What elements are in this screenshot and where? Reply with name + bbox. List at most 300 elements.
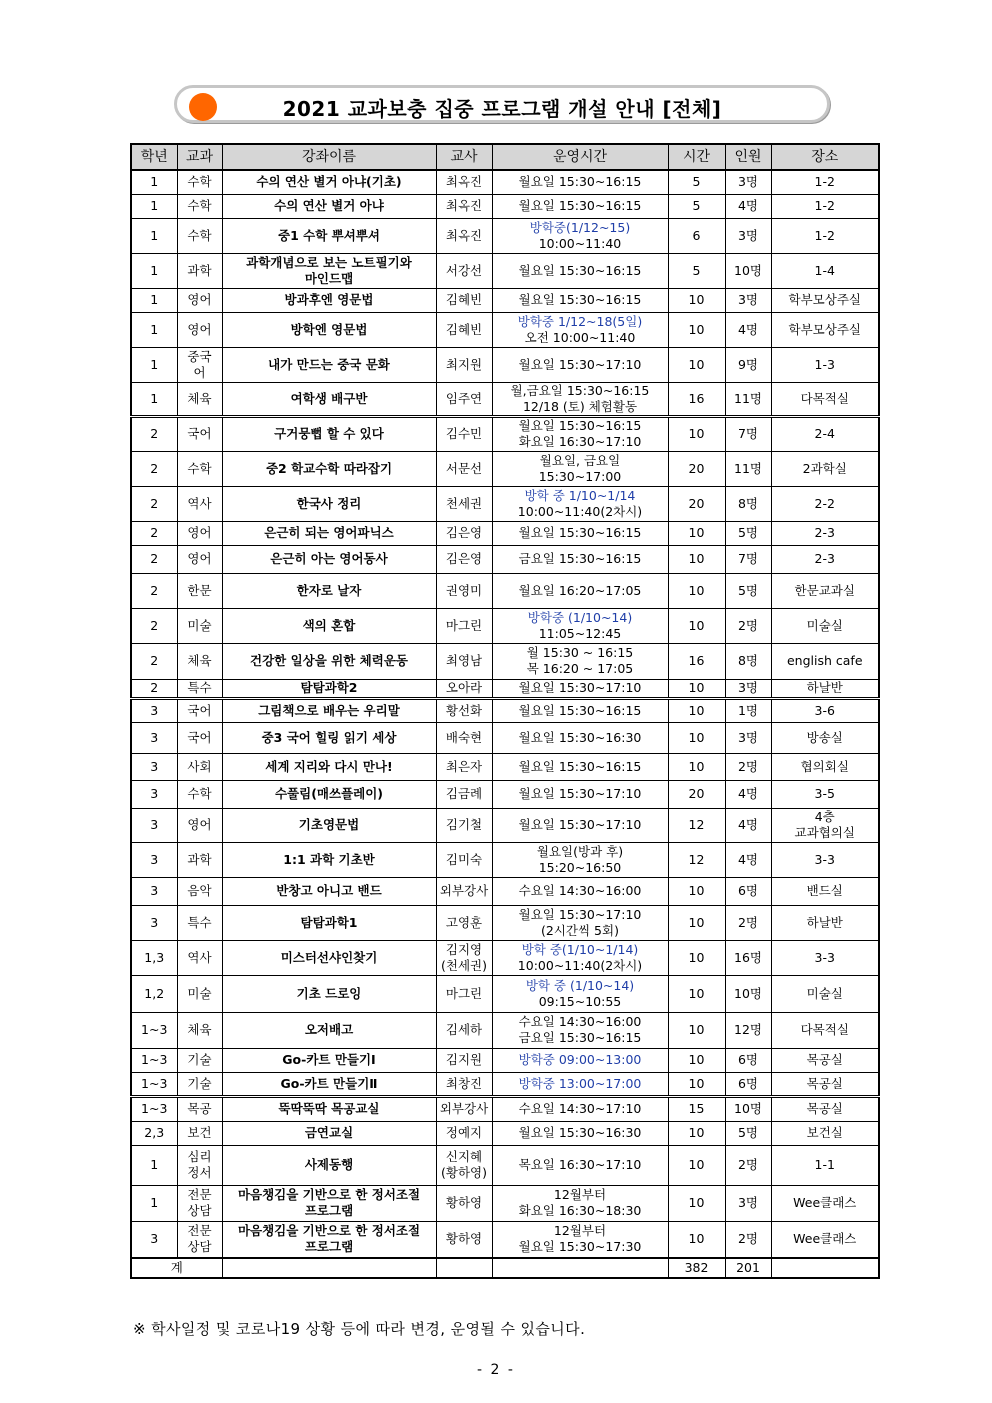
cell-time-line: 월 15:30 ~ 16:15 <box>526 645 634 660</box>
cell-time-line: 월요일 15:30~17:10 <box>518 356 642 372</box>
cell-subject <box>177 722 222 753</box>
cell-course-line: 건강한 일상을 위한 체력운동 <box>250 653 408 668</box>
cell-time <box>492 170 668 194</box>
cell-grade-line: 1 <box>150 198 159 213</box>
cell-grade-line: 3 <box>150 817 159 832</box>
cell-course-line: 은근히 아는 영어동사 <box>270 551 388 566</box>
cell-time-line: 방학중(1/12~15) <box>529 219 631 235</box>
cell-hours <box>668 608 725 643</box>
cell-place-line: 밴드실 <box>806 883 843 898</box>
header-teacher: 교사 <box>436 144 492 170</box>
cell-subject-line: 영어 <box>187 292 212 307</box>
cell-people-line: 12명 <box>734 1022 762 1037</box>
cell-teacher-line: 오아라 <box>445 680 483 695</box>
cell-subject-line: 체육 <box>187 653 212 668</box>
cell-people <box>725 194 771 218</box>
cell-teacher <box>436 1145 492 1185</box>
cell-course <box>222 643 436 679</box>
cell-people <box>725 1012 771 1048</box>
table-row <box>131 218 879 253</box>
cell-teacher <box>436 347 492 382</box>
cell-place-line: 목공실 <box>806 1075 843 1091</box>
cell-grade <box>131 382 177 416</box>
cell-grade <box>131 842 177 877</box>
cell-time-line: 금요일 15:30~16:15 <box>518 1030 642 1045</box>
cell-people <box>725 643 771 679</box>
header-place: 장소 <box>771 144 879 170</box>
cell-course-line: 세계 지리와 다시 만나! <box>265 758 393 774</box>
cell-people <box>725 975 771 1012</box>
cell-teacher <box>436 416 492 451</box>
cell-grade <box>131 1145 177 1185</box>
table-row <box>131 170 879 194</box>
cell-subject <box>177 1121 222 1145</box>
cell-grade-line: 1 <box>150 174 159 190</box>
cell-subject-line: 수학 <box>187 227 212 243</box>
cell-hours <box>668 842 725 877</box>
cell-course <box>222 940 436 975</box>
cell-hours <box>668 416 725 451</box>
cell-hours <box>668 521 725 545</box>
cell-people-line: 3명 <box>737 174 759 190</box>
cell-subject-line: 역사 <box>187 949 212 965</box>
cell-place-line: 1-1 <box>814 1157 835 1172</box>
cell-subject <box>177 679 222 698</box>
cell-time <box>492 1121 668 1145</box>
cell-time <box>492 521 668 545</box>
cell-hours <box>668 1185 725 1221</box>
cell-place <box>771 780 879 808</box>
cell-people <box>725 877 771 905</box>
cell-teacher-line: 외부강사 <box>439 1101 489 1116</box>
cell-people <box>725 253 771 288</box>
cell-grade <box>131 722 177 753</box>
cell-grade-line: 2 <box>150 495 159 511</box>
cell-place <box>771 416 879 451</box>
cell-course <box>222 253 436 288</box>
cell-time <box>492 312 668 347</box>
cell-course <box>222 905 436 940</box>
cell-time-line: 방학 중 1/10~1/14 <box>524 487 636 503</box>
cell-time-line: 월요일 15:30~17:10 <box>518 906 642 922</box>
cell-place-line: 목공실 <box>806 1101 843 1116</box>
cell-course-line: 미스터선샤인찾기 <box>280 949 378 965</box>
cell-course <box>222 1096 436 1121</box>
cell-course <box>222 842 436 877</box>
cell-time-line: 15:30~17:00 <box>538 468 622 484</box>
cell-people <box>725 1185 771 1221</box>
cell-people-line: 10명 <box>734 1101 762 1116</box>
cell-grade <box>131 451 177 486</box>
cell-course-line: 그림책으로 배우는 우리말 <box>258 702 400 718</box>
cell-place-line: 2-3 <box>814 551 835 566</box>
cell-teacher <box>436 877 492 905</box>
cell-place <box>771 1121 879 1145</box>
cell-people-line: 2명 <box>737 1157 759 1172</box>
total-row <box>131 1258 879 1278</box>
cell-subject-line: 전문 <box>187 1223 212 1239</box>
cell-course <box>222 1012 436 1048</box>
cell-subject <box>177 312 222 347</box>
cell-people <box>725 312 771 347</box>
cell-subject <box>177 975 222 1012</box>
cell-hours <box>668 545 725 573</box>
cell-grade <box>131 608 177 643</box>
cell-time <box>492 905 668 940</box>
cell-time-line: 월요일 15:30~16:15 <box>518 758 642 774</box>
cell-place-line: 2-4 <box>814 426 835 441</box>
cell-teacher <box>436 521 492 545</box>
table-row <box>131 288 879 312</box>
cell-place <box>771 253 879 288</box>
cell-course-line: 과학개념으로 보는 노트필기와 <box>246 254 412 270</box>
cell-people <box>725 347 771 382</box>
cell-teacher-line: 최은자 <box>445 758 483 774</box>
cell-hours <box>668 486 725 521</box>
cell-grade-line: 2 <box>150 426 159 441</box>
cell-teacher-line: 최옥진 <box>445 227 483 243</box>
cell-subject-line: 영어 <box>187 321 212 337</box>
cell-hours-line: 10 <box>688 758 705 774</box>
cell-hours-line: 16 <box>688 390 705 406</box>
cell-course <box>222 753 436 780</box>
table-row <box>131 1012 879 1048</box>
cell-grade <box>131 808 177 842</box>
cell-people-line: 3명 <box>737 680 759 695</box>
cell-grade <box>131 643 177 679</box>
cell-people <box>725 753 771 780</box>
cell-place-line: 3-6 <box>814 702 835 718</box>
cell-hours <box>668 218 725 253</box>
cell-place <box>771 1221 879 1258</box>
cell-hours-line: 15 <box>688 1101 705 1116</box>
cell-subject-line: 전문 <box>187 1187 212 1202</box>
cell-people-line: 6명 <box>737 883 759 898</box>
cell-time <box>492 842 668 877</box>
cell-grade-line: 1~3 <box>141 1075 168 1091</box>
cell-time-line: 월요일 15:30~17:10 <box>518 817 642 832</box>
cell-teacher-line: 마그린 <box>445 985 483 1001</box>
cell-course-line: 한자로 날자 <box>296 582 362 598</box>
cell-place <box>771 975 879 1012</box>
cell-place <box>771 905 879 940</box>
table-row <box>131 877 879 905</box>
cell-place-line: 한문교과실 <box>794 582 855 598</box>
table-row <box>131 1048 879 1072</box>
cell-hours-line: 10 <box>688 292 705 307</box>
cell-hours <box>668 679 725 698</box>
header-time: 운영시간 <box>492 144 668 170</box>
cell-subject-line: 영어 <box>187 551 212 566</box>
cell-place <box>771 347 879 382</box>
cell-course-line: 여학생 배구반 <box>290 390 368 406</box>
cell-grade-line: 2 <box>150 582 159 598</box>
cell-time <box>492 1072 668 1096</box>
cell-subject-line: 수학 <box>187 174 212 190</box>
cell-hours <box>668 643 725 679</box>
cell-grade <box>131 1185 177 1221</box>
cell-people <box>725 608 771 643</box>
cell-subject-line: 중국 <box>187 348 212 364</box>
cell-people-line: 4명 <box>737 786 759 801</box>
cell-grade <box>131 218 177 253</box>
table-row <box>131 1145 879 1185</box>
table-row <box>131 1185 879 1221</box>
cell-place <box>771 1096 879 1121</box>
cell-teacher-line: 최지원 <box>445 356 483 372</box>
cell-time-line: 10:00~11:40(2차시) <box>517 957 643 973</box>
cell-grade-line: 3 <box>150 914 159 930</box>
cell-subject <box>177 347 222 382</box>
cell-place <box>771 451 879 486</box>
header-grade: 학년 <box>131 144 177 170</box>
cell-subject <box>177 253 222 288</box>
cell-time-line: 목요일 16:30~17:10 <box>518 1157 642 1172</box>
cell-course-line: Go-카트 만들기Ⅰ <box>282 1052 376 1067</box>
cell-time-line: 월요일 15:30~16:30 <box>518 1125 642 1140</box>
cell-grade-line: 2,3 <box>144 1125 165 1140</box>
cell-place-line: 학부모상주실 <box>788 321 861 337</box>
cell-place <box>771 545 879 573</box>
cell-hours <box>668 780 725 808</box>
cell-teacher-line: 권영미 <box>445 582 483 598</box>
cell-place <box>771 808 879 842</box>
cell-teacher <box>436 545 492 573</box>
cell-course <box>222 1072 436 1096</box>
cell-people-line: 3명 <box>737 227 759 243</box>
cell-hours <box>668 722 725 753</box>
cell-people <box>725 1121 771 1145</box>
cell-subject-line: 특수 <box>187 680 212 695</box>
cell-time <box>492 416 668 451</box>
cell-subject <box>177 451 222 486</box>
cell-place <box>771 608 879 643</box>
cell-people-line: 8명 <box>737 653 759 668</box>
cell-grade <box>131 1048 177 1072</box>
cell-teacher <box>436 486 492 521</box>
cell-time <box>492 780 668 808</box>
cell-people <box>725 486 771 521</box>
cell-subject-line: 사회 <box>187 758 212 774</box>
cell-course <box>222 722 436 753</box>
cell-time <box>492 643 668 679</box>
cell-subject-line: 상담 <box>187 1203 212 1218</box>
cell-hours-line: 20 <box>688 460 705 476</box>
cell-time <box>492 608 668 643</box>
cell-people <box>725 1145 771 1185</box>
cell-time <box>492 753 668 780</box>
cell-course-line: 수풀림(매쓰플레이) <box>274 786 384 801</box>
table-row <box>131 940 879 975</box>
cell-people <box>725 780 771 808</box>
cell-place-line: 다목적실 <box>800 390 849 406</box>
cell-time-line: 방학중 13:00~17:00 <box>518 1075 642 1091</box>
cell-people-line: 3명 <box>737 1195 759 1210</box>
cell-time <box>492 1096 668 1121</box>
cell-people-line: 3명 <box>737 729 759 745</box>
table-row <box>131 698 879 722</box>
cell-time-line: 월요일 15:30~16:15 <box>518 174 642 190</box>
cell-time <box>492 808 668 842</box>
cell-grade-line: 1 <box>150 227 159 243</box>
cell-place <box>771 1145 879 1185</box>
table-row <box>131 753 879 780</box>
cell-grade-line: 1 <box>150 390 159 406</box>
cell-subject <box>177 573 222 608</box>
cell-time <box>492 698 668 722</box>
cell-subject <box>177 486 222 521</box>
table-row <box>131 253 879 288</box>
cell-hours <box>668 170 725 194</box>
cell-teacher-line: 황하영 <box>445 1195 483 1210</box>
cell-hours <box>668 1121 725 1145</box>
cell-grade-line: 3 <box>150 702 159 718</box>
cell-course-line: 방학엔 영문법 <box>290 321 368 337</box>
cell-hours <box>668 940 725 975</box>
cell-course-line: 탐탐과학2 <box>300 680 358 695</box>
cell-hours-line: 10 <box>688 426 705 441</box>
cell-place <box>771 940 879 975</box>
cell-place <box>771 753 879 780</box>
header-subject: 교과 <box>177 144 222 170</box>
cell-subject-line: 기술 <box>187 1052 212 1067</box>
cell-time <box>492 1048 668 1072</box>
cell-place-line: 1-4 <box>814 262 835 278</box>
cell-place-line: 3-5 <box>814 786 835 801</box>
cell-subject-line: 국어 <box>187 702 212 718</box>
cell-time <box>492 545 668 573</box>
cell-teacher-line: 최창진 <box>445 1075 483 1091</box>
cell-subject-line: 음악 <box>187 883 212 898</box>
cell-people-line: 5명 <box>737 525 759 540</box>
table-row <box>131 975 879 1012</box>
cell-people <box>725 451 771 486</box>
cell-hours-line: 10 <box>688 525 705 540</box>
table-row <box>131 416 879 451</box>
footnote: ※ 학사일정 및 코로나19 상황 등에 따라 변경, 운영될 수 있습니다. <box>133 1320 586 1338</box>
cell-hours <box>668 753 725 780</box>
cell-place <box>771 1072 879 1096</box>
cell-place-line: 1-2 <box>814 174 835 190</box>
cell-teacher <box>436 698 492 722</box>
cell-place-line: 목공실 <box>806 1052 843 1067</box>
cell-people-line: 5명 <box>737 582 759 598</box>
cell-subject-line: 한문 <box>187 582 212 598</box>
total-empty <box>222 1258 436 1278</box>
cell-subject-line: 미술 <box>187 985 212 1001</box>
cell-teacher <box>436 1096 492 1121</box>
cell-course <box>222 808 436 842</box>
cell-course-line: 반창고 아니고 밴드 <box>276 883 382 898</box>
cell-time <box>492 975 668 1012</box>
cell-subject <box>177 1096 222 1121</box>
cell-grade-line: 1,3 <box>144 949 165 965</box>
cell-time-line: 월요일 15:30~16:15 <box>518 262 642 278</box>
cell-course <box>222 486 436 521</box>
table-row <box>131 1221 879 1258</box>
cell-subject <box>177 1072 222 1096</box>
cell-time-line: 월요일 15:30~16:15 <box>518 418 642 433</box>
cell-place-line: 하날반 <box>806 914 843 930</box>
cell-subject-line: 과학 <box>187 851 212 867</box>
cell-place <box>771 698 879 722</box>
cell-time <box>492 486 668 521</box>
cell-teacher-line: 배숙현 <box>445 729 483 745</box>
cell-place <box>771 312 879 347</box>
cell-course <box>222 545 436 573</box>
cell-time-line: 수요일 14:30~17:10 <box>518 1101 642 1116</box>
cell-grade-line: 2 <box>150 617 159 633</box>
cell-grade <box>131 905 177 940</box>
cell-subject <box>177 218 222 253</box>
cell-course <box>222 975 436 1012</box>
cell-people-line: 6명 <box>737 1052 759 1067</box>
cell-grade <box>131 347 177 382</box>
cell-people <box>725 521 771 545</box>
cell-course-line: 마음챙김을 기반으로 한 정서조절 <box>237 1187 421 1202</box>
cell-hours-line: 10 <box>688 1195 705 1210</box>
cell-time-line: 오전 10:00~11:40 <box>524 329 636 345</box>
cell-grade <box>131 1096 177 1121</box>
cell-people-line: 11명 <box>734 390 762 406</box>
cell-teacher <box>436 753 492 780</box>
cell-people <box>725 1221 771 1258</box>
table-row <box>131 486 879 521</box>
cell-hours-line: 10 <box>688 1231 705 1247</box>
cell-grade-line: 2 <box>150 460 159 476</box>
cell-time-line: 12월부터 <box>553 1187 607 1202</box>
cell-teacher <box>436 170 492 194</box>
cell-place-line: 3-3 <box>814 949 835 965</box>
cell-teacher <box>436 808 492 842</box>
cell-hours-line: 10 <box>688 617 705 633</box>
cell-time-line: 월요일 15:30~17:10 <box>518 680 642 695</box>
cell-teacher-line: 김혜빈 <box>445 292 483 307</box>
cell-people <box>725 1048 771 1072</box>
header-course: 강좌이름 <box>222 144 436 170</box>
cell-people <box>725 808 771 842</box>
cell-time-line: 월요일, 금요일 <box>539 452 621 468</box>
cell-place-line: 교과협의실 <box>794 825 855 840</box>
cell-hours-line: 10 <box>688 680 705 695</box>
cell-teacher-line: 김세하 <box>445 1022 483 1037</box>
cell-people <box>725 382 771 416</box>
cell-course-line: 한국사 정리 <box>296 495 362 511</box>
cell-grade <box>131 975 177 1012</box>
cell-time-line: 09:15~10:55 <box>538 993 622 1009</box>
cell-teacher-line: 김은영 <box>445 551 483 566</box>
cell-place <box>771 722 879 753</box>
cell-hours-line: 12 <box>688 817 705 832</box>
cell-course <box>222 1221 436 1258</box>
cell-teacher <box>436 1185 492 1221</box>
cell-time-line: 11:05~12:45 <box>538 625 622 641</box>
cell-hours <box>668 347 725 382</box>
cell-teacher <box>436 975 492 1012</box>
cell-subject <box>177 905 222 940</box>
cell-grade <box>131 1072 177 1096</box>
cell-teacher-line: 최옥진 <box>445 174 483 190</box>
cell-teacher-line: 임주연 <box>445 390 483 406</box>
cell-subject <box>177 940 222 975</box>
cell-people <box>725 1072 771 1096</box>
cell-time-line: 금요일 15:30~16:15 <box>518 551 642 566</box>
cell-teacher <box>436 312 492 347</box>
cell-time <box>492 218 668 253</box>
cell-teacher <box>436 194 492 218</box>
cell-course-line: 수의 연산 별거 아냐 <box>274 198 384 213</box>
cell-time-line: 방학중 1/12~18(5일) <box>517 313 643 329</box>
